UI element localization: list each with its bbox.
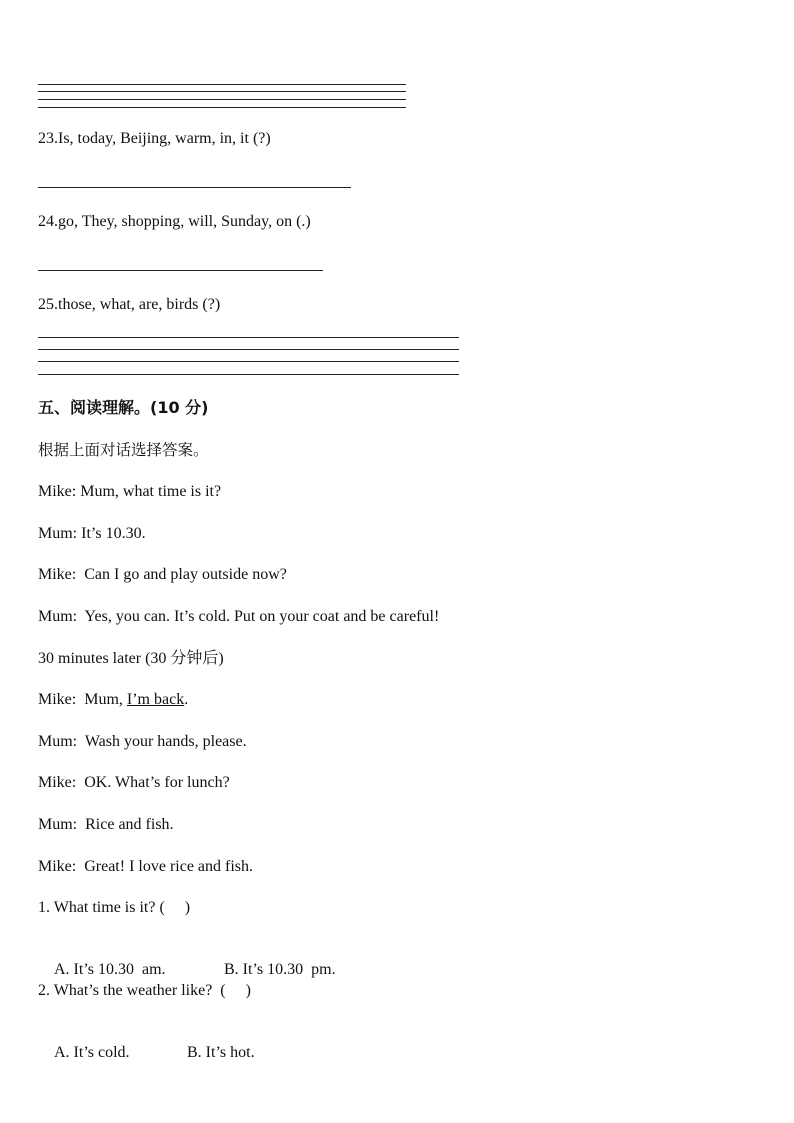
dialogue-line: Mum: Rice and fish. <box>38 816 174 833</box>
section-instruction: 根据上面对话选择答案。 <box>38 441 209 459</box>
line-text: . <box>184 691 189 708</box>
reading-question-2: 2. What’s the weather like? ( ) <box>38 982 251 999</box>
speaker: Mike: <box>38 483 77 500</box>
answer-line <box>38 361 459 362</box>
dialogue-line: Mike: Great! I love rice and fish. <box>38 858 254 875</box>
answer-line <box>38 84 406 85</box>
line-text: It’s 10.30. <box>77 525 146 542</box>
options-2 <box>38 1023 255 1083</box>
answer-line-23[interactable] <box>38 187 351 188</box>
answer-line-25[interactable] <box>38 337 459 338</box>
option-a[interactable]: A. It’s 10.30 am. <box>54 961 166 978</box>
answer-line-24[interactable] <box>38 270 323 271</box>
answer-line <box>38 349 459 350</box>
question-23: 23.Is, today, Beijing, warm, in, it (?) <box>38 130 271 147</box>
option-b[interactable]: B. It’s hot. <box>187 1044 255 1061</box>
speaker: Mike: <box>38 691 77 708</box>
dialogue-line <box>38 565 287 585</box>
dialogue-line <box>38 524 146 544</box>
line-text: Mum, what time is it? <box>76 483 222 500</box>
question-24: 24.go, They, shopping, will, Sunday, on (.) <box>38 213 311 230</box>
dialogue-line <box>38 607 439 627</box>
answer-line <box>38 107 406 108</box>
dialogue-line: Mum: Wash your hands, please. <box>38 733 247 750</box>
reading-question-1: 1. What time is it? ( ) <box>38 899 191 916</box>
dialogue-line <box>38 482 221 502</box>
answer-line <box>38 91 406 92</box>
speaker: Mum: <box>38 608 78 625</box>
line-text: Mum, <box>76 691 127 708</box>
answer-line <box>38 374 459 375</box>
option-a[interactable]: A. It’s cold. <box>54 1044 130 1061</box>
answer-line <box>38 99 406 100</box>
section-heading: 五、阅读理解。(10 分) <box>38 398 209 417</box>
dialogue-line: Mike: OK. What’s for lunch? <box>38 774 230 791</box>
line-text: Yes, you can. It’s cold. Put on your coat and be careful! <box>77 608 440 625</box>
dialogue-line <box>38 690 188 710</box>
speaker: Mike: <box>38 566 77 583</box>
underlined-phrase: I’m back <box>126 691 185 708</box>
time-note: 30 minutes later (30 分钟后) <box>38 650 224 667</box>
speaker: Mum: <box>38 525 78 542</box>
option-b[interactable]: B. It’s 10.30 pm. <box>224 961 336 978</box>
line-text: Can I go and play outside now? <box>76 566 287 583</box>
question-25: 25.those, what, are, birds (?) <box>38 296 221 313</box>
